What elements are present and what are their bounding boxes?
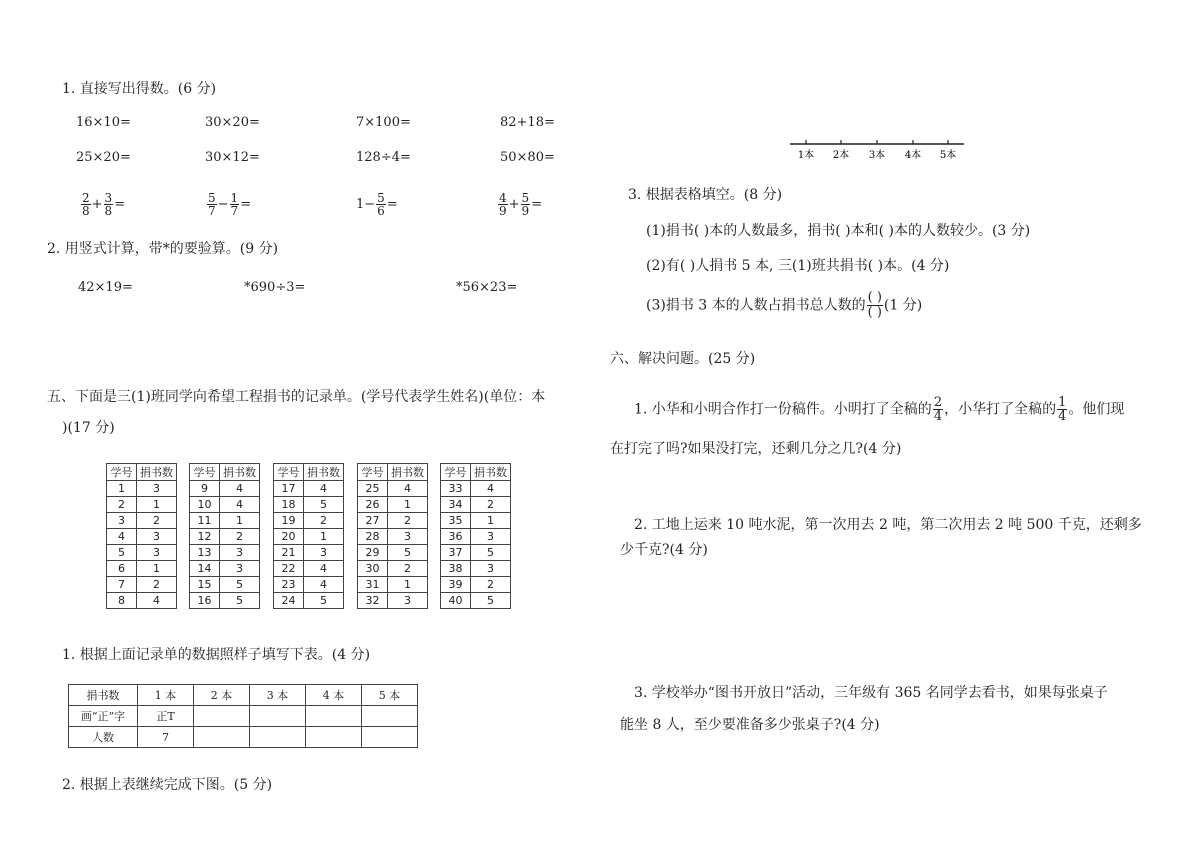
student-number-cell: 19 bbox=[274, 513, 304, 529]
record-header-row bbox=[441, 464, 511, 481]
table-row bbox=[358, 529, 428, 545]
number-axis bbox=[788, 136, 968, 164]
student-number-cell: 18 bbox=[274, 497, 304, 513]
student-number-cell: 35 bbox=[441, 513, 471, 529]
fraction-calc-item bbox=[206, 192, 251, 217]
tally-header-cell: 4 本 bbox=[306, 685, 362, 706]
student-number-header: 学号 bbox=[441, 464, 471, 481]
table-row bbox=[441, 593, 511, 609]
books-donated-cell: 2 bbox=[471, 497, 511, 513]
student-number-cell: 14 bbox=[190, 561, 220, 577]
student-number-cell: 2 bbox=[107, 497, 137, 513]
denominator: 8 bbox=[82, 204, 90, 218]
tally-cell bbox=[306, 727, 362, 748]
problem3-line2: 能坐 8 人，至少要准备多少张桌子?(4 分) bbox=[620, 717, 880, 733]
table-row bbox=[107, 593, 177, 609]
books-donated-cell: 5 bbox=[220, 593, 260, 609]
record-table bbox=[440, 463, 511, 609]
books-donated-cell: 4 bbox=[220, 481, 260, 497]
table-row bbox=[274, 545, 344, 561]
books-donated-cell: 3 bbox=[388, 593, 428, 609]
books-donated-cell: 3 bbox=[137, 545, 177, 561]
fraction bbox=[376, 192, 386, 217]
books-donated-cell: 2 bbox=[137, 577, 177, 593]
axis-tick-label: 1本 bbox=[797, 150, 815, 161]
tally-header-cell: 捐书数 bbox=[69, 685, 138, 706]
books-donated-cell: 1 bbox=[137, 561, 177, 577]
vertical-calc-item: 42×19= bbox=[78, 280, 133, 295]
record-header-row bbox=[274, 464, 344, 481]
student-number-cell: 28 bbox=[358, 529, 388, 545]
student-number-cell: 12 bbox=[190, 529, 220, 545]
books-donated-cell: 1 bbox=[388, 577, 428, 593]
operator: + bbox=[508, 197, 520, 212]
books-donated-cell: 5 bbox=[304, 593, 344, 609]
books-donated-header: 捐书数 bbox=[220, 464, 260, 481]
calc-item: 7×100= bbox=[356, 115, 411, 130]
problem1-text: ，小华打了全稿的 bbox=[944, 401, 1057, 418]
table-row bbox=[190, 545, 260, 561]
axis-tick-label: 2本 bbox=[832, 150, 850, 161]
record-header-row bbox=[358, 464, 428, 481]
books-donated-cell: 3 bbox=[471, 561, 511, 577]
table-row bbox=[358, 513, 428, 529]
axis-tick-label: 5本 bbox=[939, 150, 957, 161]
table-row bbox=[358, 593, 428, 609]
calc-item: 128÷4= bbox=[356, 150, 411, 165]
table-row bbox=[441, 497, 511, 513]
tally-header-cell: 2 本 bbox=[194, 685, 250, 706]
problem3-line1: 3. 学校举办“图书开放日”活动，三年级有 365 名同学去看书，如果每张桌子 bbox=[634, 685, 1108, 701]
table-row bbox=[107, 481, 177, 497]
calc-item: 25×20= bbox=[76, 150, 131, 165]
student-number-cell: 10 bbox=[190, 497, 220, 513]
equals: = bbox=[386, 197, 398, 212]
numerator: 5 bbox=[377, 191, 385, 205]
books-donated-cell: 4 bbox=[304, 561, 344, 577]
books-donated-header: 捐书数 bbox=[471, 464, 511, 481]
student-number-cell: 38 bbox=[441, 561, 471, 577]
student-number-cell: 17 bbox=[274, 481, 304, 497]
books-donated-cell: 3 bbox=[304, 545, 344, 561]
table-row bbox=[441, 545, 511, 561]
student-number-cell: 3 bbox=[107, 513, 137, 529]
record-table bbox=[357, 463, 428, 609]
books-donated-cell: 5 bbox=[220, 577, 260, 593]
table-row bbox=[274, 513, 344, 529]
problem2-line1: 2. 工地上运来 10 吨水泥，第一次用去 2 吨，第二次用去 2 吨 500 千克，还剩多 bbox=[634, 517, 1142, 533]
student-number-cell: 5 bbox=[107, 545, 137, 561]
fraction bbox=[104, 192, 114, 217]
table-row bbox=[190, 577, 260, 593]
axis-tick-label: 4本 bbox=[904, 150, 922, 161]
table-row bbox=[274, 561, 344, 577]
table-row bbox=[107, 497, 177, 513]
tally-cell bbox=[362, 727, 418, 748]
denominator: ( ) bbox=[867, 305, 882, 320]
books-donated-cell: 4 bbox=[471, 481, 511, 497]
fraction bbox=[207, 192, 217, 217]
books-donated-cell: 3 bbox=[137, 481, 177, 497]
tally-count-row bbox=[69, 727, 418, 748]
q1-title: 1. 直接写出得数。(6 分) bbox=[62, 81, 217, 97]
table-row bbox=[441, 561, 511, 577]
equals: = bbox=[531, 197, 543, 212]
q3-part1: (1)捐书( )本的人数最多，捐书( )本和( )本的人数较少。(3 分) bbox=[646, 223, 1031, 239]
denominator: 4 bbox=[933, 409, 943, 424]
table-row bbox=[107, 577, 177, 593]
record-table bbox=[106, 463, 177, 609]
books-donated-cell: 2 bbox=[137, 513, 177, 529]
tally-draw-row bbox=[69, 706, 418, 727]
denominator: 9 bbox=[521, 204, 530, 218]
denominator: 6 bbox=[377, 204, 385, 218]
books-donated-cell: 3 bbox=[471, 529, 511, 545]
table-row bbox=[358, 561, 428, 577]
vertical-calc-item: *690÷3= bbox=[244, 280, 306, 295]
problem1-line1 bbox=[634, 396, 1124, 423]
numerator: 1 bbox=[1058, 395, 1067, 410]
q3-part3-score: (1 分) bbox=[883, 297, 923, 314]
blank-fraction bbox=[867, 291, 883, 320]
table-row bbox=[107, 561, 177, 577]
fraction bbox=[521, 192, 531, 217]
tally-table bbox=[68, 684, 418, 748]
books-donated-cell: 4 bbox=[220, 497, 260, 513]
table-row bbox=[441, 513, 511, 529]
denominator: 7 bbox=[208, 204, 216, 218]
q2-title: 2. 用竖式计算，带*的要验算。(9 分) bbox=[47, 241, 279, 257]
operator: − bbox=[217, 197, 229, 212]
q3-part2: (2)有( )人捐书 5 本, 三(1)班共捐书( )本。(4 分) bbox=[646, 258, 950, 274]
student-number-cell: 23 bbox=[274, 577, 304, 593]
books-donated-cell: 3 bbox=[137, 529, 177, 545]
tally-header-cell: 1 本 bbox=[138, 685, 194, 706]
student-number-header: 学号 bbox=[107, 464, 137, 481]
student-number-cell: 39 bbox=[441, 577, 471, 593]
tally-cell bbox=[362, 706, 418, 727]
numerator: 5 bbox=[521, 191, 530, 205]
books-donated-cell: 2 bbox=[220, 529, 260, 545]
fraction bbox=[933, 396, 943, 423]
student-number-cell: 36 bbox=[441, 529, 471, 545]
q3-part3 bbox=[646, 291, 922, 320]
prefix: 1− bbox=[356, 197, 376, 212]
table-row bbox=[274, 497, 344, 513]
fraction-calc-item bbox=[80, 192, 125, 217]
calc-item: 16×10= bbox=[76, 115, 131, 130]
tally-cell bbox=[194, 706, 250, 727]
books-donated-cell: 2 bbox=[304, 513, 344, 529]
books-donated-cell: 4 bbox=[304, 577, 344, 593]
vertical-calc-item: *56×23= bbox=[456, 280, 518, 295]
table-row bbox=[274, 481, 344, 497]
numerator: 3 bbox=[104, 191, 113, 205]
table-row bbox=[274, 529, 344, 545]
denominator: 4 bbox=[1058, 409, 1067, 424]
record-header-row bbox=[107, 464, 177, 481]
numerator: 2 bbox=[82, 191, 90, 205]
student-number-header: 学号 bbox=[274, 464, 304, 481]
books-donated-cell: 5 bbox=[471, 545, 511, 561]
student-number-cell: 34 bbox=[441, 497, 471, 513]
table-row bbox=[358, 481, 428, 497]
student-number-cell: 29 bbox=[358, 545, 388, 561]
numerator: ( ) bbox=[867, 290, 882, 305]
q3-part3-text: (3)捐书 3 本的人数占捐书总人数的 bbox=[646, 297, 866, 314]
books-donated-cell: 3 bbox=[388, 529, 428, 545]
table-row bbox=[190, 529, 260, 545]
tally-cell bbox=[250, 706, 306, 727]
calc-item: 50×80= bbox=[500, 150, 555, 165]
tally-cell: 7 bbox=[138, 727, 194, 748]
books-donated-cell: 5 bbox=[471, 593, 511, 609]
books-donated-cell: 3 bbox=[220, 545, 260, 561]
fraction bbox=[81, 192, 91, 217]
table-row bbox=[190, 561, 260, 577]
student-number-cell: 24 bbox=[274, 593, 304, 609]
table-row bbox=[190, 497, 260, 513]
tally-cell bbox=[250, 727, 306, 748]
table-row bbox=[358, 577, 428, 593]
fraction-calc-item bbox=[356, 192, 398, 217]
equals: = bbox=[114, 197, 126, 212]
record-table bbox=[273, 463, 344, 609]
student-number-cell: 40 bbox=[441, 593, 471, 609]
problem1-text: 。他们现 bbox=[1068, 401, 1125, 418]
student-number-cell: 37 bbox=[441, 545, 471, 561]
table-row bbox=[274, 593, 344, 609]
student-number-header: 学号 bbox=[190, 464, 220, 481]
student-number-cell: 26 bbox=[358, 497, 388, 513]
table-row bbox=[441, 577, 511, 593]
student-number-cell: 31 bbox=[358, 577, 388, 593]
calc-item: 82+18= bbox=[500, 115, 555, 130]
calc-item: 30×12= bbox=[205, 150, 260, 165]
tally-cell: 人数 bbox=[69, 727, 138, 748]
table-row bbox=[107, 545, 177, 561]
tally-cell: 画“正”字 bbox=[69, 706, 138, 727]
table-row bbox=[274, 577, 344, 593]
sub1-title: 1. 根据上面记录单的数据照样子填写下表。(4 分) bbox=[62, 647, 371, 663]
student-number-cell: 30 bbox=[358, 561, 388, 577]
student-number-cell: 9 bbox=[190, 481, 220, 497]
numerator: 4 bbox=[499, 191, 507, 205]
tally-header-cell: 3 本 bbox=[250, 685, 306, 706]
numerator: 2 bbox=[933, 395, 943, 410]
fraction bbox=[1057, 396, 1067, 423]
table-row bbox=[190, 593, 260, 609]
student-number-cell: 32 bbox=[358, 593, 388, 609]
student-number-cell: 20 bbox=[274, 529, 304, 545]
books-donated-cell: 3 bbox=[220, 561, 260, 577]
books-donated-header: 捐书数 bbox=[388, 464, 428, 481]
student-number-cell: 15 bbox=[190, 577, 220, 593]
books-donated-cell: 2 bbox=[388, 513, 428, 529]
section5-title-line1: 五、下面是三(1)班同学向希望工程捐书的记录单。(学号代表学生姓名)(单位：本 bbox=[47, 389, 546, 405]
student-number-cell: 7 bbox=[107, 577, 137, 593]
axis-tick-label: 3本 bbox=[868, 150, 886, 161]
section5-title-line2: )(17 分) bbox=[62, 420, 115, 436]
student-number-header: 学号 bbox=[358, 464, 388, 481]
student-number-cell: 27 bbox=[358, 513, 388, 529]
books-donated-cell: 5 bbox=[304, 497, 344, 513]
books-donated-cell: 2 bbox=[471, 577, 511, 593]
tally-header-cell: 5 本 bbox=[362, 685, 418, 706]
record-table bbox=[189, 463, 260, 609]
table-row bbox=[441, 529, 511, 545]
books-donated-cell: 4 bbox=[304, 481, 344, 497]
record-header-row bbox=[190, 464, 260, 481]
books-donated-header: 捐书数 bbox=[304, 464, 344, 481]
numerator: 5 bbox=[208, 191, 216, 205]
books-donated-cell: 1 bbox=[471, 513, 511, 529]
tally-cell bbox=[306, 706, 362, 727]
table-row bbox=[107, 513, 177, 529]
books-donated-cell: 1 bbox=[137, 497, 177, 513]
operator: + bbox=[91, 197, 103, 212]
books-donated-cell: 2 bbox=[388, 561, 428, 577]
numerator: 1 bbox=[230, 191, 239, 205]
denominator: 8 bbox=[104, 204, 113, 218]
books-donated-cell: 1 bbox=[220, 513, 260, 529]
section6-title: 六、解决问题。(25 分) bbox=[610, 351, 756, 367]
student-number-cell: 13 bbox=[190, 545, 220, 561]
books-donated-cell: 4 bbox=[388, 481, 428, 497]
q3-title: 3. 根据表格填空。(8 分) bbox=[628, 187, 783, 203]
fraction bbox=[498, 192, 508, 217]
table-row bbox=[358, 545, 428, 561]
denominator: 7 bbox=[230, 204, 239, 218]
table-row bbox=[441, 481, 511, 497]
student-number-cell: 22 bbox=[274, 561, 304, 577]
books-donated-cell: 1 bbox=[304, 529, 344, 545]
equals: = bbox=[240, 197, 252, 212]
fraction bbox=[230, 192, 240, 217]
student-number-cell: 4 bbox=[107, 529, 137, 545]
books-donated-cell: 5 bbox=[388, 545, 428, 561]
tally-cell bbox=[194, 727, 250, 748]
table-row bbox=[190, 481, 260, 497]
problem2-line2: 少千克?(4 分) bbox=[620, 542, 708, 558]
student-number-cell: 1 bbox=[107, 481, 137, 497]
tally-cell: 正T bbox=[138, 706, 194, 727]
student-number-cell: 21 bbox=[274, 545, 304, 561]
problem1-line2: 在打完了吗?如果没打完，还剩几分之几?(4 分) bbox=[610, 441, 902, 457]
problem1-text: 1. 小华和小明合作打一份稿件。小明打了全稿的 bbox=[634, 401, 932, 418]
sub2-title: 2. 根据上表继续完成下图。(5 分) bbox=[62, 777, 273, 793]
student-number-cell: 8 bbox=[107, 593, 137, 609]
student-number-cell: 11 bbox=[190, 513, 220, 529]
student-number-cell: 6 bbox=[107, 561, 137, 577]
books-donated-cell: 4 bbox=[137, 593, 177, 609]
denominator: 9 bbox=[499, 204, 507, 218]
books-donated-header: 捐书数 bbox=[137, 464, 177, 481]
fraction-calc-item bbox=[497, 192, 542, 217]
student-number-cell: 25 bbox=[358, 481, 388, 497]
table-row bbox=[358, 497, 428, 513]
books-donated-cell: 1 bbox=[388, 497, 428, 513]
calc-item: 30×20= bbox=[205, 115, 260, 130]
tally-header-row bbox=[69, 685, 418, 706]
student-number-cell: 33 bbox=[441, 481, 471, 497]
table-row bbox=[107, 529, 177, 545]
table-row bbox=[190, 513, 260, 529]
student-number-cell: 16 bbox=[190, 593, 220, 609]
